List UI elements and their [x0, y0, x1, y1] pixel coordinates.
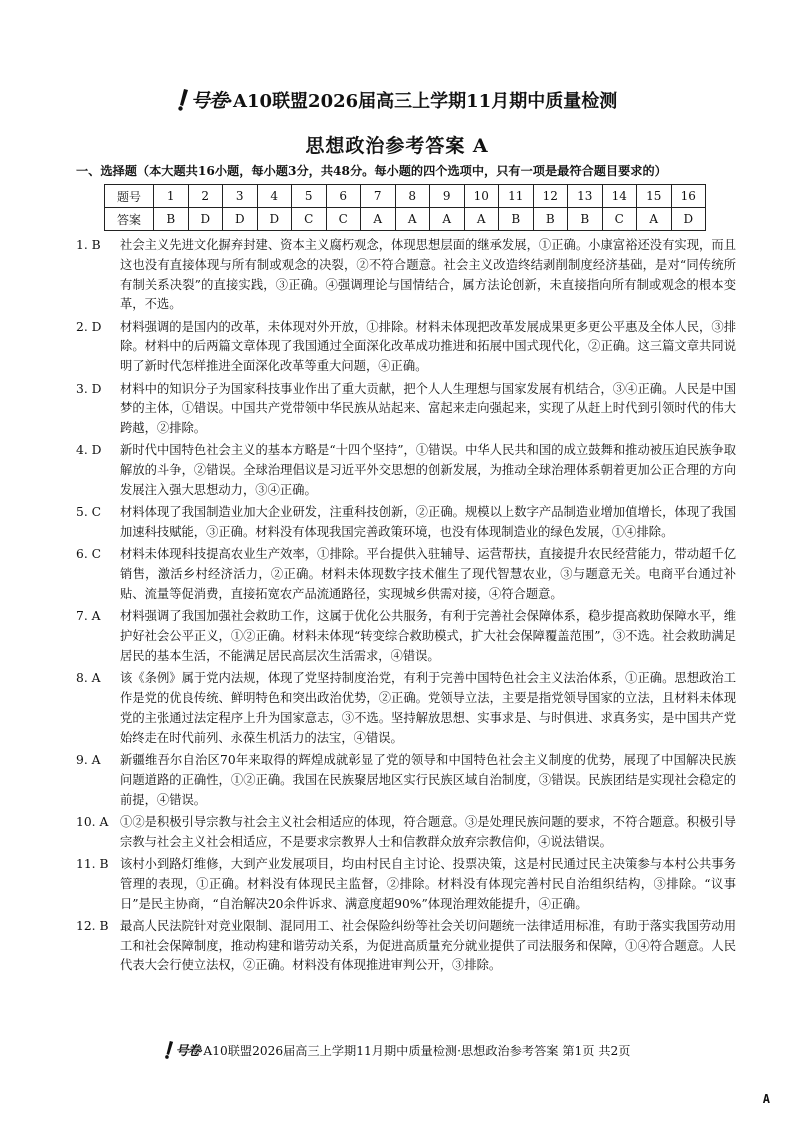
question-number-cell: 7	[361, 185, 396, 208]
explanation-item	[76, 545, 736, 604]
answer-cell: A	[430, 208, 465, 231]
answer-cell: C	[602, 208, 637, 231]
brand-logo-text: 号卷	[190, 90, 227, 112]
item-number: 6. C	[76, 547, 102, 562]
item-number: 2. D	[76, 319, 102, 334]
question-number-cell: 12	[533, 185, 568, 208]
answer-cell: C	[326, 208, 361, 231]
answer-cell: A	[637, 208, 672, 231]
answer-cell: B	[568, 208, 603, 231]
footer-text: ·A10联盟2026届高三上学期11月期中质量检测·思想政治参考答案 第1页 共2页	[199, 1044, 631, 1058]
answer-cell: D	[188, 208, 223, 231]
explanation-item	[76, 669, 736, 748]
item-number: 3. D	[76, 381, 102, 396]
explanation-item	[76, 236, 736, 315]
question-number-cell: 5	[292, 185, 327, 208]
answer-cell: B	[499, 208, 534, 231]
item-number: 7. A	[76, 609, 101, 624]
explanation-item	[76, 607, 736, 666]
version-mark: A	[762, 1092, 770, 1106]
item-explanation: 材料强调的是国内的改革，未体现对外开放，①排除。材料未体现把改革发展成果更多更公平惠及全体人民，③排除。材料中的后两篇文章体现了我国通过全面深化改革成功推进和拓展中国式现代化，②正确。这三篇文章共同说明了新时代怎样推进全面深化改革等重大问题，④正确。	[120, 319, 736, 374]
explanation-item	[76, 441, 736, 500]
item-explanation: ①②是积极引导宗教与社会主义社会相适应的体现，符合题意。③是处理民族问题的要求，不符合题意。积极引导宗教与社会主义社会相适应，不是要求宗教界人士和信教群众放弃宗教信仰，④说法错误。	[120, 814, 736, 849]
explanation-item	[76, 751, 736, 810]
question-number-cell: 15	[637, 185, 672, 208]
question-number-cell: 9	[430, 185, 465, 208]
item-explanation: 材料体现了我国制造业加大企业研发，注重科技创新，②正确。规模以上数字产品制造业增加值增长，体现了我国加速科技赋能，③正确。材料没有体现我国完善政策环境，也没有体现制造业的绿色发展，①④排除。	[120, 505, 736, 540]
item-explanation: 新时代中国特色社会主义的基本方略是“十四个坚持”，①错误。中华人民共和国的成立鼓舞和推动被压迫民族争取解放的斗争，②错误。全球治理倡议是习近平外交思想的创新发展，为推动全球治理体系朝着更加公正合理的方向发展注入强大思想动力，③④正确。	[120, 443, 736, 498]
question-number-cell: 4	[257, 185, 292, 208]
item-explanation: 新疆维吾尔自治区70年来取得的辉煌成就彰显了党的领导和中国特色社会主义制度的优势，展现了中国解决民族问题道路的正确性，①②正确。我国在民族聚居地区实行民族区域自治制度，③错误。民族团结是实现社会稳定的前提，④错误。	[120, 752, 736, 807]
answer-cell: D	[223, 208, 258, 231]
answer-cell: C	[292, 208, 327, 231]
item-explanation: 材料强调了我国加强社会救助工作，这属于优化公共服务，有利于完善社会保障体系，稳步提高救助保障水平，维护好社会公平正义，①②正确。材料未体现“转变综合救助模式，扩大社会保障覆盖范围”，③不选。社会救助满足居民的基本生活，不能满足居民高层次生活需求，④错误。	[120, 609, 736, 663]
answer-row	[105, 208, 706, 231]
explanation-item	[76, 318, 736, 377]
item-explanation: 社会主义先进文化摒弃封建、资本主义腐朽观念，体现思想层面的继承发展，①正确。小康富裕还没有实现，而且这也没有直接体现与所有制或观念的决裂，②不符合题意。社会主义改造终结剥削制度经济基础，是对“同传统所有制关系决裂”的直接实践，③正确。④强调理论与国情结合，属方法论创新，未直接指向所有制或观念的根本变革，不选。	[120, 238, 736, 312]
row-label: 题号	[105, 185, 154, 208]
document-title: 思想政治参考答案 A	[305, 135, 489, 157]
answer-cell: B	[154, 208, 189, 231]
item-number: 8. A	[76, 671, 101, 686]
brush-logo-icon	[164, 1041, 174, 1062]
footer-logo-text: 号卷	[175, 1044, 200, 1059]
question-number-cell: 8	[395, 185, 430, 208]
explanation-item	[76, 917, 736, 976]
question-number-cell: 3	[223, 185, 258, 208]
question-number-cell: 1	[154, 185, 189, 208]
item-number: 10. A	[76, 814, 109, 829]
answer-cell: D	[257, 208, 292, 231]
item-explanation: 该村小到路灯维修，大到产业发展项目，均由村民自主讨论、投票决策，这是村民通过民主决策参与本村公共事务管理的表现，①正确。材料没有体现民主监督，②排除。材料没有体现完善村民自治组织结构，③排除。“议事日”是民主协商，“自治解决20余件诉求、满意度超90%”体现治理效能提升，④正确。	[120, 856, 736, 911]
section-heading: 一、选择题（本大题共16小题，每小题3分，共48分。每小题的四个选项中，只有一项是最符合题目要求的）	[76, 164, 667, 178]
explanation-item	[76, 380, 736, 439]
answer-cell: D	[671, 208, 706, 231]
explanation-item	[76, 855, 736, 914]
row-label: 答案	[105, 208, 154, 231]
question-number-cell: 10	[464, 185, 499, 208]
question-number-cell: 6	[326, 185, 361, 208]
item-number: 4. D	[76, 443, 102, 458]
item-explanation: 材料中的知识分子为国家科技事业作出了重大贡献，把个人人生理想与国家发展有机结合，③④正确。人民是中国梦的主体，①错误。中国共产党带领中华民族从站起来、富起来走向强起来，实现了从赶上时代到引领时代的伟大跨越，②排除。	[120, 381, 736, 436]
item-number: 11. B	[76, 856, 109, 871]
item-explanation: 该《条例》属于党内法规，体现了党坚持制度治党，有利于完善中国特色社会主义法治体系，①正确。思想政治工作是党的优良传统、鲜明特色和突出政治优势，②正确。党领导立法，主要是指党领导国家的立法，且材料未体现党的主张通过法定程序上升为国家意志，③不选。坚持解放思想、实事求是、与时俱进、求真务实，是中国共产党始终走在时代前列、永葆生机活力的法宝，④错误。	[120, 671, 736, 745]
question-number-cell: 14	[602, 185, 637, 208]
question-number-row	[105, 185, 706, 208]
question-number-cell: 13	[568, 185, 603, 208]
answer-cell: A	[361, 208, 396, 231]
page-footer	[0, 1040, 794, 1062]
item-number: 12. B	[76, 918, 109, 933]
item-number: 5. C	[76, 505, 102, 520]
brush-logo-icon	[177, 89, 189, 116]
answer-cell: A	[395, 208, 430, 231]
question-number-cell: 2	[188, 185, 223, 208]
answer-key-table	[104, 184, 706, 231]
question-number-cell: 11	[499, 185, 534, 208]
item-explanation: 最高人民法院针对竞业限制、混同用工、社会保险纠纷等社会关切问题统一法律适用标准，有助于落实我国劳动用工和社会保障制度，推动构建和谐劳动关系，为促进高质量充分就业提供了司法服务和保障，①④符合题意。人民代表大会行使立法权，②正确。材料没有体现推进审判公开，③排除。	[120, 918, 736, 973]
document-header	[0, 86, 794, 116]
explanation-list	[76, 236, 736, 979]
exam-title: ·A10联盟2026届高三上学期11月期中质量检测	[226, 91, 618, 112]
explanation-item	[76, 813, 736, 853]
explanation-item	[76, 503, 736, 543]
answer-cell: A	[464, 208, 499, 231]
question-number-cell: 16	[671, 185, 706, 208]
item-number: 9. A	[76, 752, 101, 767]
item-explanation: 材料未体现科技提高农业生产效率，①排除。平台提供入驻辅导、运营帮扶，直接提升农民经营能力，带动超千亿销售，激活乡村经济活力，②正确。材料未体现数字技术催生了现代智慧农业，③与题意无关。电商平台通过补贴、流量等促消费，直接拓宽农产品流通路径，实现城乡供需对接，④符合题意。	[120, 547, 736, 602]
item-number: 1. B	[76, 238, 101, 252]
answer-cell: B	[533, 208, 568, 231]
